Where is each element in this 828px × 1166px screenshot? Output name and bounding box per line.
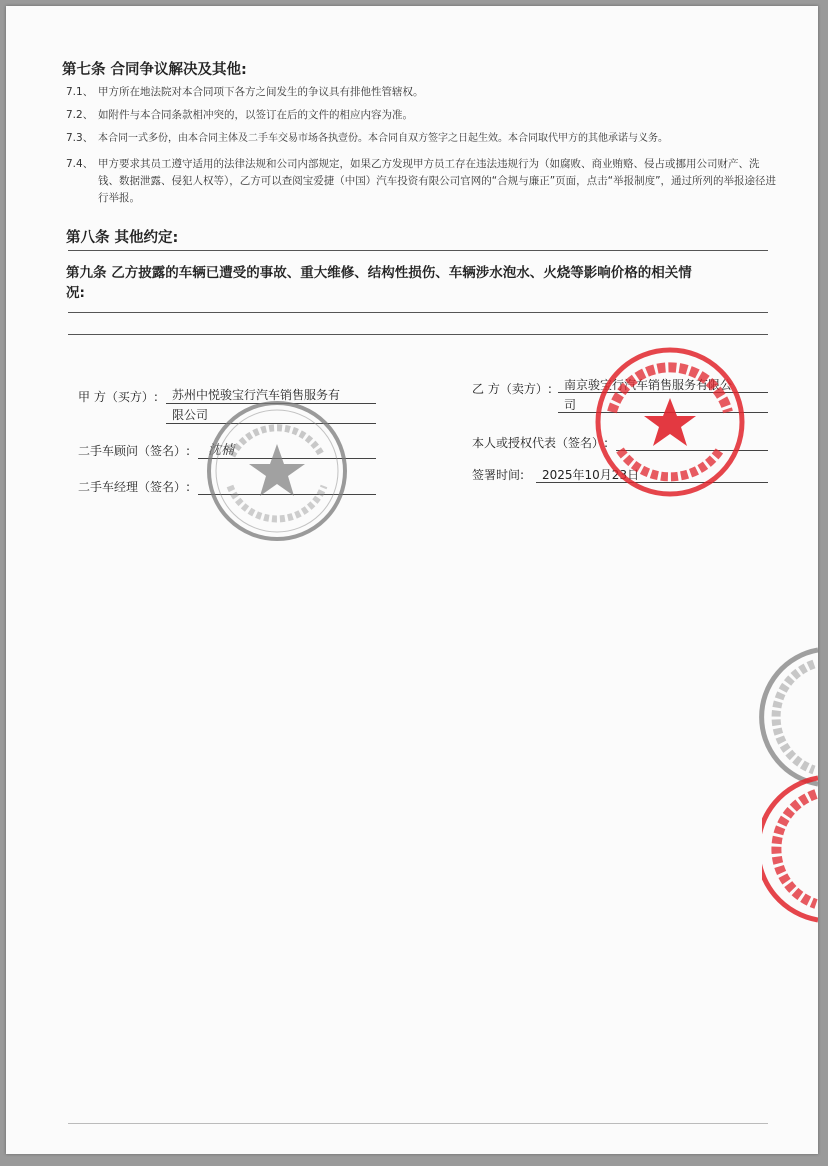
party-a-label: 甲 方（买方）: <box>78 390 158 404</box>
clause-7-2 <box>66 107 778 125</box>
advisor-signature: 沈楠 <box>208 443 235 458</box>
cross-page-seal-gray <box>726 642 818 792</box>
party-a-seal <box>202 396 352 546</box>
article8-fill-line <box>68 250 768 251</box>
clause-text: 甲方所在地法院对本合同项下各方之间发生的争议具有排他性管辖权。 <box>98 86 424 98</box>
advisor-label: 二手车顾问（签名）: <box>78 444 191 458</box>
party-b-label: 乙 方（卖方）: <box>472 382 552 396</box>
article9-fill-line-1 <box>68 312 768 313</box>
representative-label: 本人或授权代表（签名）: <box>472 436 609 450</box>
clause-number: 7.2、 <box>66 109 94 121</box>
sign-date-value: 2025年10月23日 <box>542 468 640 482</box>
cross-page-seal-red <box>762 774 818 924</box>
party-a-name-line1: 苏州中悦骏宝行汽车销售服务有 <box>172 388 341 402</box>
party-a-name-line2: 限公司 <box>172 408 209 422</box>
clause-text: 甲方要求其员工遵守适用的法律法规和公司内部规定，如果乙方发现甲方员工存在违法违规行为（如腐败、商业贿赂、侵占或挪用公司财产、洗钱、数据泄露、侵犯人权等），乙方可以查阅宝爱捷（中国）汽车投资有限公司官网的“合规与廉正”页面，点击“举报制度”，通过所列的举报途径进行举报。 <box>98 158 777 204</box>
clause-number: 7.4、 <box>66 158 94 170</box>
party-b-name-line1: 南京骏宝行汽车销售服务有限公 <box>564 378 733 392</box>
article9-title-line2: 况: <box>66 285 85 301</box>
contract-page <box>6 6 818 1154</box>
article7-title: 第七条 合同争议解决及其他: <box>62 62 247 78</box>
clause-text: 本合同一式多份，由本合同主体及二手车交易市场各执壹份。本合同自双方签字之日起生效。本合同取代甲方的其他承诺与义务。 <box>98 133 668 144</box>
party-b-seal <box>590 342 750 502</box>
manager-label: 二手车经理（签名）: <box>78 480 191 494</box>
party-b-name-line2: 司 <box>564 398 577 412</box>
article9-title-line1: 第九条 乙方披露的车辆已遭受的事故、重大维修、结构性损伤、车辆涉水泡水、火烧等影响价格的相关情 <box>66 265 692 281</box>
footer-rule <box>68 1123 768 1124</box>
clause-number: 7.3、 <box>66 132 94 144</box>
clause-7-1 <box>66 84 778 102</box>
clause-7-4 <box>66 156 778 210</box>
clause-7-3 <box>66 130 778 148</box>
clause-text: 如附件与本合同条款相冲突的，以签订在后的文件的相应内容为准。 <box>98 109 413 121</box>
clause-number: 7.1、 <box>66 86 94 98</box>
article9-fill-line-2 <box>68 334 768 335</box>
sign-date-label: 签署时间: <box>472 468 525 482</box>
article8-title: 第八条 其他约定: <box>66 230 179 246</box>
